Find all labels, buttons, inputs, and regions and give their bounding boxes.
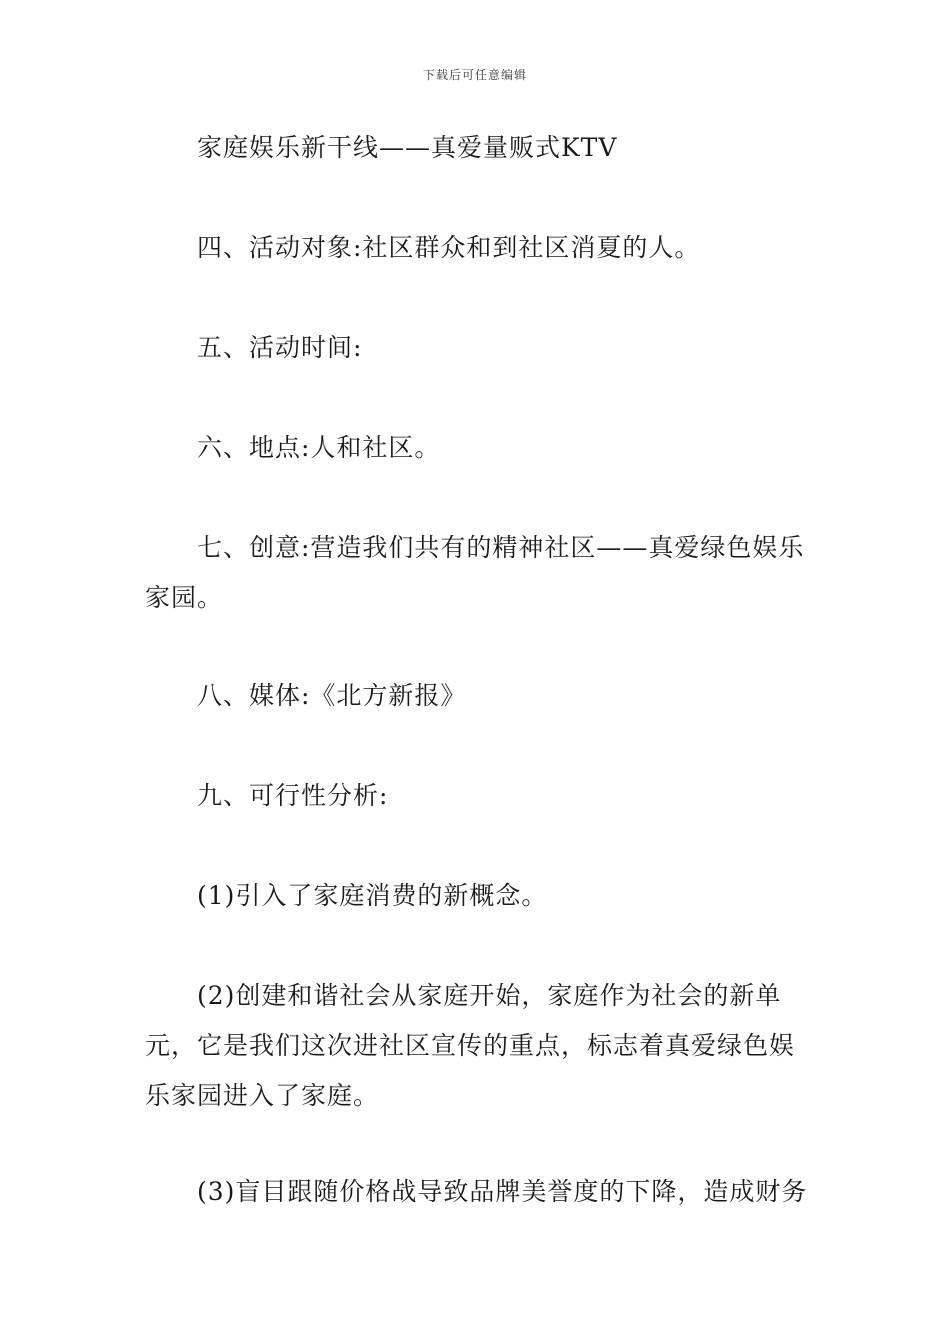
paragraph-slogan: 家庭娱乐新干线——真爱量贩式KTV <box>197 133 618 162</box>
paragraph-creative: 七、创意:营造我们共有的精神社区——真爱绿色娱乐家园。 <box>145 533 805 612</box>
paragraph-feasibility-heading: 九、可行性分析: <box>197 781 389 810</box>
paragraph-target-audience: 四、活动对象:社区群众和到社区消夏的人。 <box>197 233 701 262</box>
paragraph-media: 八、媒体:《北方新报》 <box>197 681 467 710</box>
paragraph-feasibility-2: (2)创建和谐社会从家庭开始，家庭作为社会的新单元，它是我们这次进社区宣传的重点，标志着真爱绿色娱乐家园进入了家庭。 <box>145 981 796 1110</box>
paragraph-activity-time: 五、活动时间: <box>197 333 363 362</box>
download-note: 下载后可任意编辑 <box>422 68 527 82</box>
paragraph-feasibility-3: (3)盲目跟随价格战导致品牌美誉度的下降，造成财务 <box>197 1177 808 1206</box>
paragraph-location: 六、地点:人和社区。 <box>197 433 441 462</box>
paragraph-feasibility-1: (1)引入了家庭消费的新概念。 <box>197 881 548 910</box>
